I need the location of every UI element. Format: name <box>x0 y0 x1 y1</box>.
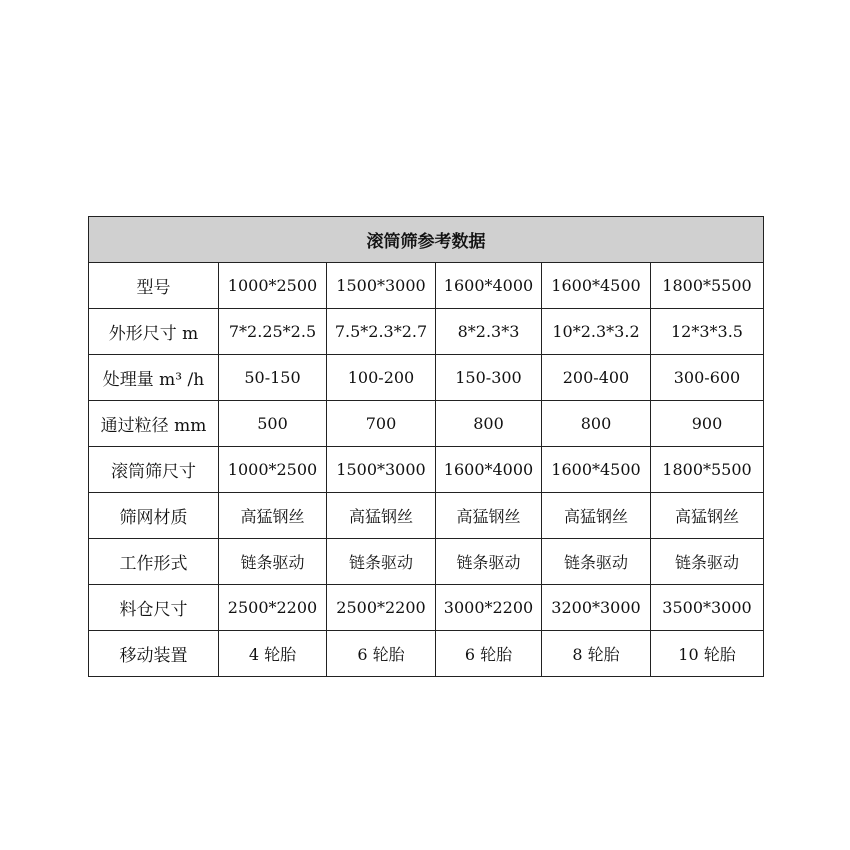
table-cell: 6 轮胎 <box>327 631 436 677</box>
row-label: 处理量 m³ /h <box>89 355 219 401</box>
table-cell: 12*3*3.5 <box>651 309 764 355</box>
table-cell: 10 轮胎 <box>651 631 764 677</box>
table-cell: 50-150 <box>219 355 327 401</box>
table-row <box>89 631 764 677</box>
table-cell: 300-600 <box>651 355 764 401</box>
row-label: 通过粒径 mm <box>89 401 219 447</box>
table-cell: 150-300 <box>436 355 542 401</box>
table-cell: 高猛钢丝 <box>651 493 764 539</box>
table-cell: 8*2.3*3 <box>436 309 542 355</box>
table-cell: 2500*2200 <box>219 585 327 631</box>
row-label: 型号 <box>89 263 219 309</box>
table-cell: 800 <box>542 401 651 447</box>
table-cell: 链条驱动 <box>651 539 764 585</box>
table-cell: 1600*4500 <box>542 447 651 493</box>
table-cell: 链条驱动 <box>542 539 651 585</box>
table-title: 滚筒筛参考数据 <box>89 217 764 263</box>
table-cell: 7*2.25*2.5 <box>219 309 327 355</box>
table-cell: 7.5*2.3*2.7 <box>327 309 436 355</box>
table-cell: 10*2.3*3.2 <box>542 309 651 355</box>
table-row <box>89 401 764 447</box>
spec-table <box>88 216 764 677</box>
table-cell: 1000*2500 <box>219 447 327 493</box>
table-cell: 6 轮胎 <box>436 631 542 677</box>
table-cell: 1600*4000 <box>436 447 542 493</box>
table-row <box>89 447 764 493</box>
table-cell: 高猛钢丝 <box>542 493 651 539</box>
row-label: 滚筒筛尺寸 <box>89 447 219 493</box>
table-cell: 高猛钢丝 <box>219 493 327 539</box>
table-row <box>89 309 764 355</box>
table-cell: 1000*2500 <box>219 263 327 309</box>
table-cell: 500 <box>219 401 327 447</box>
table-cell: 8 轮胎 <box>542 631 651 677</box>
table-row <box>89 585 764 631</box>
table-title-row <box>89 217 764 263</box>
table-cell: 链条驱动 <box>436 539 542 585</box>
table-body <box>89 263 764 677</box>
table-cell: 链条驱动 <box>219 539 327 585</box>
table-cell: 1500*3000 <box>327 263 436 309</box>
table-cell: 700 <box>327 401 436 447</box>
table-cell: 200-400 <box>542 355 651 401</box>
spec-table-container <box>88 216 763 677</box>
table-cell: 1600*4000 <box>436 263 542 309</box>
table-cell: 高猛钢丝 <box>327 493 436 539</box>
table-row <box>89 263 764 309</box>
row-label: 料仓尺寸 <box>89 585 219 631</box>
table-cell: 4 轮胎 <box>219 631 327 677</box>
table-cell: 高猛钢丝 <box>436 493 542 539</box>
table-cell: 1600*4500 <box>542 263 651 309</box>
row-label: 移动装置 <box>89 631 219 677</box>
table-cell: 1800*5500 <box>651 447 764 493</box>
table-row <box>89 539 764 585</box>
table-cell: 800 <box>436 401 542 447</box>
table-cell: 3000*2200 <box>436 585 542 631</box>
row-label: 工作形式 <box>89 539 219 585</box>
table-cell: 3500*3000 <box>651 585 764 631</box>
row-label: 外形尺寸 m <box>89 309 219 355</box>
table-cell: 900 <box>651 401 764 447</box>
table-cell: 3200*3000 <box>542 585 651 631</box>
row-label: 筛网材质 <box>89 493 219 539</box>
table-cell: 1800*5500 <box>651 263 764 309</box>
table-row <box>89 493 764 539</box>
table-cell: 2500*2200 <box>327 585 436 631</box>
table-row <box>89 355 764 401</box>
table-cell: 链条驱动 <box>327 539 436 585</box>
table-cell: 100-200 <box>327 355 436 401</box>
table-cell: 1500*3000 <box>327 447 436 493</box>
